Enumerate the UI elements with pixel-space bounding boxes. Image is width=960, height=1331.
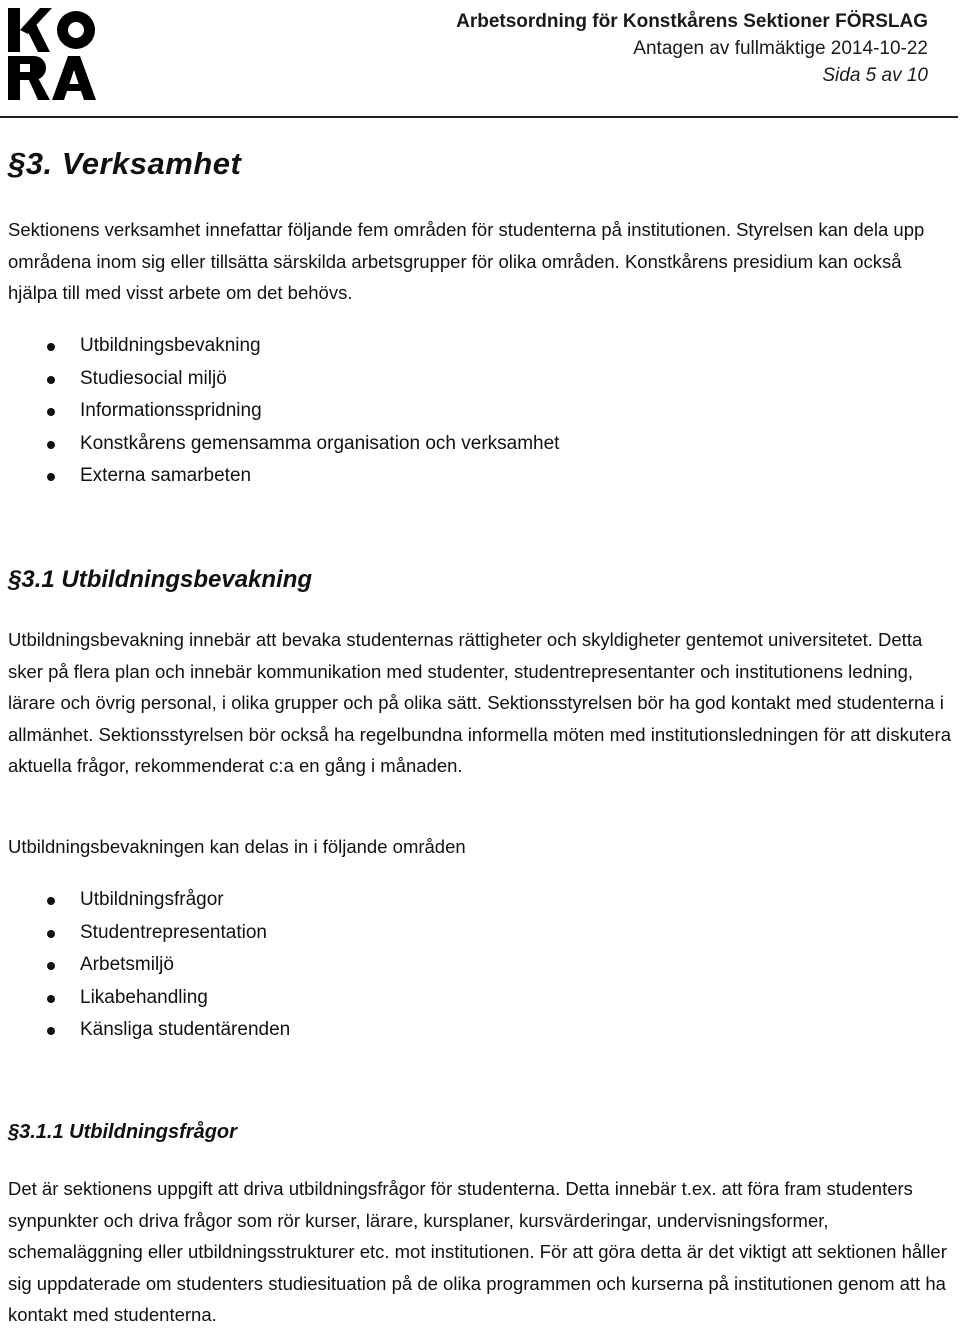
list-item: Likabehandling	[8, 982, 290, 1015]
list-item: Utbildningsbevakning	[8, 330, 559, 363]
document-title: Arbetsordning för Konstkårens Sektioner FÖRSLAG	[456, 11, 928, 32]
section-3-1-1-body: Det är sektionens uppgift att driva utbildningsfrågor för studenterna. Detta innebär t.ex. att föra fram studenters synpunkter och driva frågor som rör kurser, lärare, kursplaner, kursvärderingar, undervisningsformer, schemaläggning eller utbildningsstrukturer etc. mot institutionen. För att göra detta är det viktigt att sektionen håller sig uppdaterade om studenters studiesituation på de olika programmen och kurserna på institutionen genom att ha kontakt med studenterna.	[8, 1178, 947, 1325]
page-header	[456, 8, 928, 89]
list-item: Informationsspridning	[8, 395, 559, 428]
list-item: Utbildningsfrågor	[8, 884, 290, 917]
list-item: Studiesocial miljö	[8, 363, 559, 396]
list-item: Känsliga studentärenden	[8, 1014, 290, 1047]
header-rule	[0, 116, 958, 118]
adoption-date: Antagen av fullmäktige 2014-10-22	[633, 38, 928, 59]
section-3-1-lead: Utbildningsbevakningen kan delas in i följande områden	[8, 836, 466, 857]
section-3-heading: §3. Verksamhet	[8, 146, 242, 181]
page-number: Sida 5 av 10	[822, 65, 928, 86]
section-3-1-1-heading: §3.1.1 Utbildningsfrågor	[8, 1121, 237, 1143]
section-3-1-heading: §3.1 Utbildningsbevakning	[8, 566, 313, 593]
kora-logo	[6, 6, 98, 102]
activity-areas-list	[8, 330, 559, 493]
list-item: Studentrepresentation	[8, 917, 290, 950]
section-3-intro: Sektionens verksamhet innefattar följande fem områden för studenterna på institutionen. Styrelsen kan dela upp områdena inom sig eller tillsätta särskilda arbetsgrupper för olika områden. Konstkårens presidium kan också hjälpa till med visst arbete om det behövs.	[8, 219, 925, 303]
monitoring-areas-list	[8, 884, 290, 1047]
section-3-1-body: Utbildningsbevakning innebär att bevaka studenternas rättigheter och skyldigheter gentemot universitetet. Detta sker på flera plan och innebär kommunikation med studenter, studentrepresentanter och institutionens ledning, lärare och övrig personal, i olika grupper och på olika sätt. Sektionsstyrelsen bör ha god kontakt med studenterna i allmänhet. Sektionsstyrelsen bör också ha regelbundna informella möten med institutionsledningen för att diskutera aktuella frågor, rekommenderat c:a en gång i månaden.	[8, 629, 952, 776]
list-item: Arbetsmiljö	[8, 949, 290, 982]
list-item: Konstkårens gemensamma organisation och verksamhet	[8, 428, 559, 461]
list-item: Externa samarbeten	[8, 460, 559, 493]
